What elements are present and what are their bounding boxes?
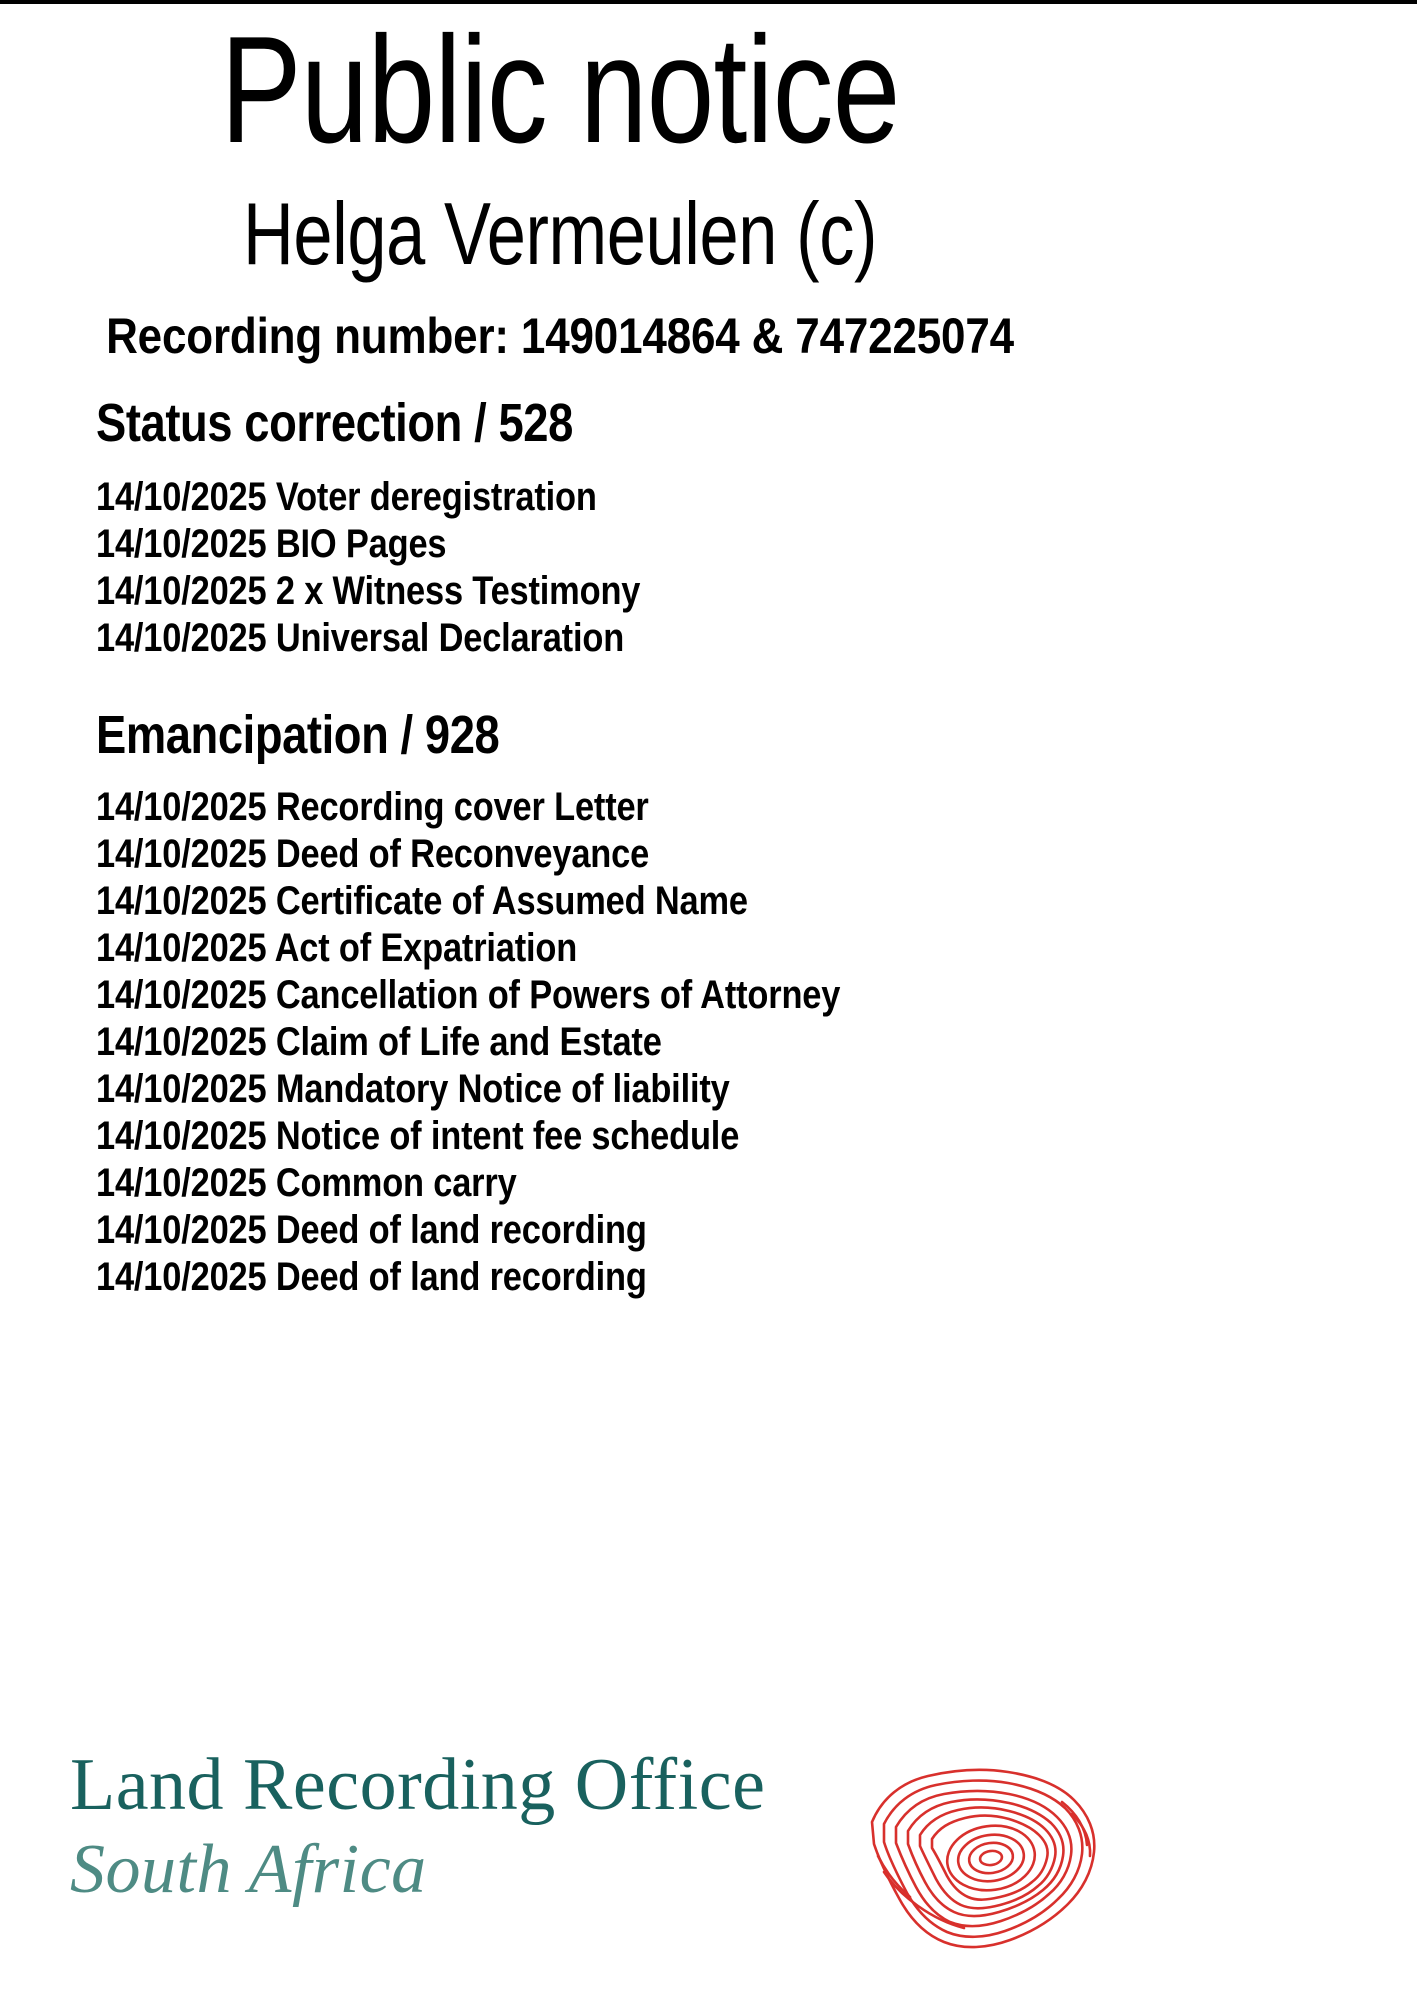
section-heading-status-correction: Status correction / 528 [96, 392, 573, 453]
section-heading-emancipation: Emancipation / 928 [96, 704, 500, 765]
list-item-label: Voter deregistration [275, 474, 597, 519]
list-item [96, 474, 942, 521]
list-item-label: Recording cover Letter [275, 784, 649, 829]
south-africa-fingerprint-map-icon [858, 1738, 1108, 1968]
list-item-label: Claim of Life and Estate [275, 1019, 662, 1064]
item-list-status-correction [96, 450, 1080, 662]
list-item-label: Certificate of Assumed Name [275, 878, 748, 923]
list-item-date: 14/10/2025 [96, 615, 267, 660]
list-item-date: 14/10/2025 [96, 972, 267, 1017]
list-item-date: 14/10/2025 [96, 1113, 267, 1158]
list-item-label: Deed of land recording [275, 1254, 647, 1299]
list-item-date: 14/10/2025 [96, 521, 267, 566]
list-item-label: Mandatory Notice of liability [275, 1066, 730, 1111]
list-item [96, 615, 942, 662]
list-item-label: Notice of intent fee schedule [275, 1113, 740, 1158]
list-item [96, 1207, 942, 1254]
notice-subject: Helga Vermeulen (c) [242, 184, 878, 283]
list-item-label: Cancellation of Powers of Attorney [275, 972, 841, 1017]
list-item-date: 14/10/2025 [96, 1019, 267, 1064]
list-item [96, 784, 942, 831]
logo-wordmark [70, 1744, 765, 1910]
list-item-date: 14/10/2025 [96, 831, 267, 876]
list-item-date: 14/10/2025 [96, 784, 267, 829]
list-item [96, 1254, 942, 1301]
section-status-correction [0, 366, 1120, 662]
logo-line-country: South Africa [70, 1831, 427, 1908]
list-item-label: Deed of Reconveyance [275, 831, 650, 876]
list-item [96, 1160, 942, 1207]
logo-line-office: Land Recording Office [70, 1744, 766, 1826]
list-item-label: Act of Expatriation [274, 925, 578, 970]
section-emancipation [0, 662, 1120, 1301]
list-item-date: 14/10/2025 [96, 878, 267, 923]
list-item-date: 14/10/2025 [96, 1160, 267, 1205]
list-item [96, 925, 942, 972]
list-item-date: 14/10/2025 [96, 1207, 267, 1252]
list-item-label: BIO Pages [275, 521, 447, 566]
list-item-date: 14/10/2025 [96, 1066, 267, 1111]
list-item-date: 14/10/2025 [96, 1254, 267, 1299]
footer-logo-block [0, 1730, 1120, 2000]
list-item-label: Common carry [275, 1160, 517, 1205]
list-item [96, 831, 942, 878]
item-list-emancipation [96, 762, 1080, 1301]
list-item-date: 14/10/2025 [96, 474, 267, 519]
list-item-label: 2 x Witness Testimony [275, 568, 641, 613]
list-item-date: 14/10/2025 [96, 925, 267, 970]
list-item [96, 568, 942, 615]
list-item-label: Universal Declaration [275, 615, 625, 660]
list-item [96, 1066, 942, 1113]
list-item [96, 1113, 942, 1160]
list-item-date: 14/10/2025 [96, 568, 267, 613]
list-item [96, 972, 942, 1019]
page-title: Public notice [220, 5, 900, 175]
recording-number: Recording number: 149014864 & 747225074 [106, 308, 1014, 364]
list-item-label: Deed of land recording [275, 1207, 647, 1252]
list-item [96, 878, 942, 925]
list-item [96, 521, 942, 568]
list-item [96, 1019, 942, 1066]
